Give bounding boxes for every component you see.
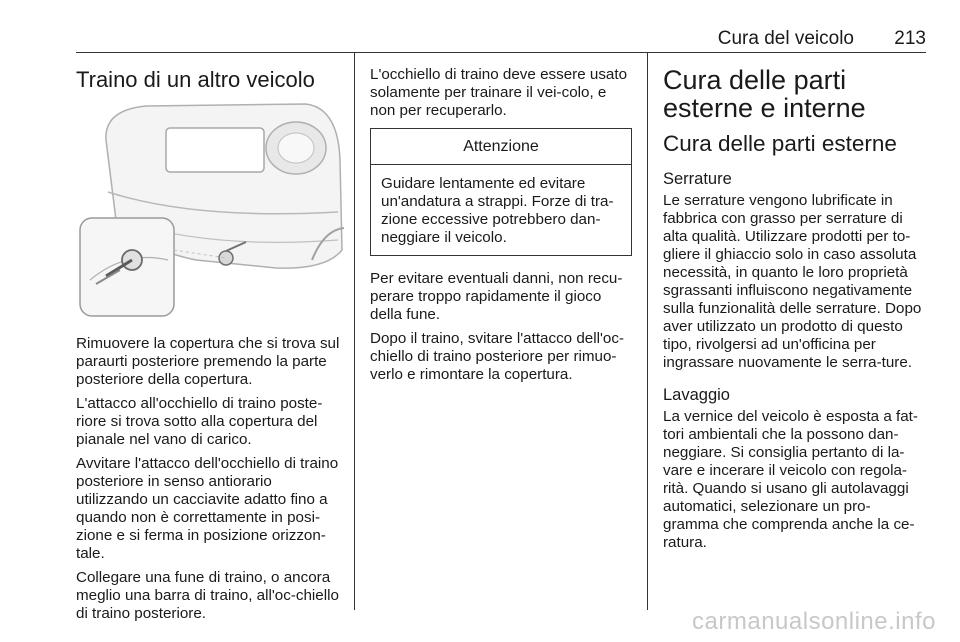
- paragraph: Per evitare eventuali danni, non recu-perare troppo rapidamente il gioco della fune.: [370, 270, 623, 323]
- paragraph: Collegare una fune di traino, o ancora meglio una barra di traino, all'oc-chiello di traino posteriore.: [76, 569, 339, 622]
- column-3: [663, 52, 925, 558]
- towing-title: Traino di un altro veicolo: [76, 67, 315, 92]
- section-heading: Lavaggio: [663, 386, 730, 404]
- watermark: carmanualsonline.info: [692, 608, 936, 635]
- care-title: Cura delle parti esterne e interne: [663, 65, 866, 123]
- towing-eye-illustration: [76, 100, 344, 325]
- column-divider: [354, 52, 355, 610]
- paragraph: L'attacco all'occhiello di traino poste-riore si trova sotto alla copertura del pianale nel vano di carico.: [76, 395, 323, 448]
- paragraph: Dopo il traino, svitare l'attacco dell'oc-chiello di traino posteriore per rimuo-verlo e rimontare la copertura.: [370, 330, 624, 383]
- paragraph: La vernice del veicolo è esposta a fat-tori ambientali che la possono dan-neggiare. Si consiglia pertanto di la-vare e incerare il veicolo con regola-rità. Quando si usano gli autolavaggi automatici, selezionare un pro-gramma che comprenda anche la ce-ratura.: [663, 408, 918, 551]
- paragraph: Rimuovere la copertura che si trova sul paraurti posteriore premendo la parte posteriore della copertura.: [76, 335, 340, 388]
- column-1: [76, 52, 344, 629]
- warning-text: Guidare lentamente ed evitare un'andatura a strappi. Forze di tra-zione eccessive potrebbero dan-neggiare il veicolo.: [381, 175, 614, 246]
- care-subtitle: Cura delle parti esterne: [663, 131, 897, 156]
- page-header: [76, 24, 926, 53]
- section-title: Cura del veicolo: [717, 28, 854, 49]
- intro-paragraph: L'occhiello di traino deve essere usato solamente per trainare il vei-colo, e non per recuperarlo.: [370, 66, 628, 119]
- column-2: [370, 52, 632, 390]
- column-divider: [647, 52, 648, 610]
- paragraph: Avvitare l'attacco dell'occhiello di traino posteriore in senso antiorario utilizzando un cacciavite adatto fino a quando non è correttamente in posi-zione e si ferma in posizione orizzon-tale.: [76, 455, 339, 562]
- section-heading: Serrature: [663, 170, 732, 188]
- paragraph: Le serrature vengono lubrificate in fabbrica con grasso per serrature di alta qualità. Utilizzare prodotti per to-gliere il ghiaccio solo in caso assoluta necessità, in quanto le loro proprietà sgrassanti influiscono negativamente sulla funzionalità delle serrature. Dopo aver utilizzato un prodotto di questo tipo, rivolgersi ad un'officina per ingrassare nuovamente le serra-ture.: [663, 192, 922, 371]
- page-number: 213: [894, 28, 926, 49]
- warning-title: Attenzione: [371, 129, 631, 165]
- warning-box: [370, 128, 632, 256]
